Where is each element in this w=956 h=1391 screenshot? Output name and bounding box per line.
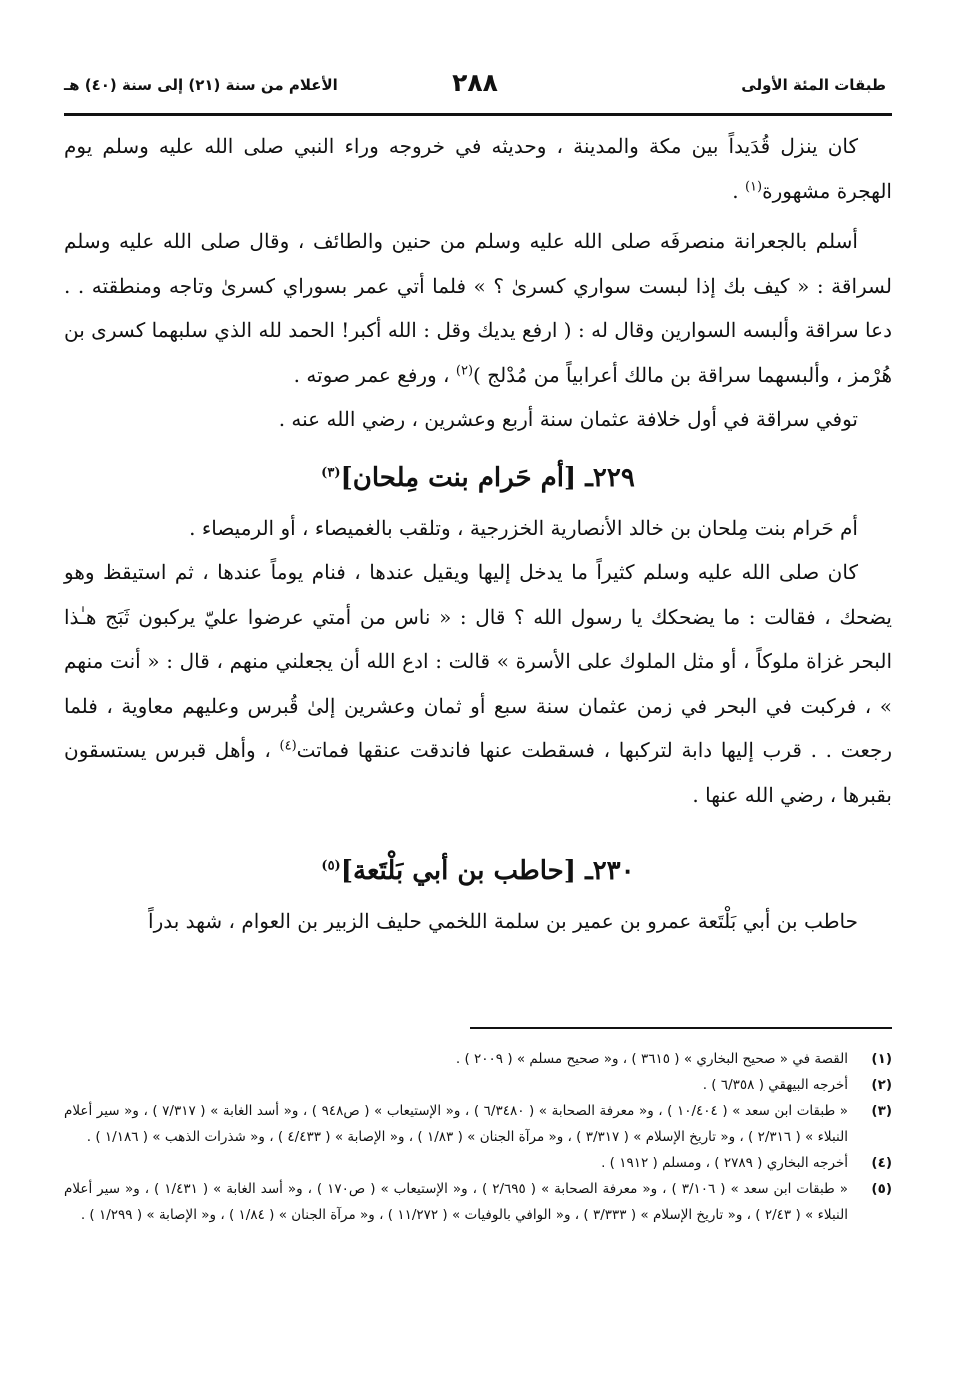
footnote-divider <box>470 1027 892 1029</box>
intro-paragraph-2-end: ، ورفع عمر صوته . <box>293 362 456 387</box>
footnote-ref-2[interactable]: (٢) <box>455 362 474 378</box>
footnote-text: « طبقات ابن سعد » ( ١٠/٤٠٤ ) ، و« معرفة الصحابة » ( ٦/٣٤٨٠ ) ، و« الإستيعاب » ( ص٩٤٨ ) ، و« أسد الغابة » ( ٧/٣١٧ ) ، و« سير أعلام النبلاء » ( ٢/٣١٦ ) ، و« تاريخ الإسلام » ( ٣/٣١٧ ) ، و« مرآة الجنان » ( ١/٨٣ ) ، و« الإصابة » ( ٤/٤٣٣ ) ، و« شذرات الذهب » ( ١/١٨٦ ) . <box>64 1103 848 1145</box>
entry-230-title <box>64 843 892 899</box>
intro-paragraph-1 <box>64 124 892 213</box>
header-divider <box>64 113 892 116</box>
footnote-ref-3[interactable]: (٣) <box>321 464 341 480</box>
intro-paragraph-1-end: . <box>732 178 745 203</box>
footnote-number: (٣) <box>871 1103 892 1119</box>
footnote-ref-4[interactable]: (٤) <box>279 738 297 754</box>
footnote-number: (١) <box>871 1051 892 1067</box>
footnote-number: (٥) <box>871 1181 892 1197</box>
entry-229-title <box>64 450 892 506</box>
footnote-item <box>64 1072 892 1098</box>
footnote-item <box>64 1098 892 1150</box>
footnote-ref-1[interactable]: (١) <box>744 178 763 194</box>
footnote-number: (٤) <box>871 1155 892 1171</box>
footnote-item <box>64 1176 892 1228</box>
footnote-text: أخرجه البخاري ( ٢٧٨٩ ) ، ومسلم ( ١٩١٢ ) . <box>601 1155 848 1171</box>
intro-paragraph-2 <box>64 219 892 397</box>
running-header-book-title: طبقات المئة الأولى <box>741 76 886 94</box>
footnote-item <box>64 1046 892 1072</box>
footnote-text: « طبقات ابن سعد » ( ٣/١٠٦ ) ، و« معرفة الصحابة » ( ٢/٦٩٥ ) ، و« الإستيعاب » ( ص١٧٠ ) ، و« أسد الغابة » ( ١/٤٣١ ) ، و« سير أعلام النبلاء » ( ٢/٤٣ ) ، و« تاريخ الإسلام » ( ٣/٣٣٣ ) ، و« الوافي بالوفيات » ( ١١/٢٧٢ ) ، و« مرآة الجنان » ( ١/٨٤ ) ، و« الإصابة » ( ١/٢٩٩ ) . <box>64 1181 848 1223</box>
entry-229-paragraph-2-text: كان صلى الله عليه وسلم كثيراً ما يدخل إليها ويقيل عندها ، فنام يوماً عندها ، ثم استيقظ وهو يضحك ، فقالت : ما يضحكك يا رسول الله ؟ قال : « ناس من أمتي عرضوا عليّ يركبون ثَبَج هـٰذا البحر غزاة ملوكاً ، أو مثل الملوك على الأسرة » قالت : ادع الله أن يجعلني منهم ، قال : « أنت منهم » ، فركبت في البحر في زمن عثمان سنة سبع أو ثمان وعشرين إلىٰ قُبرس وعليهم معاوية ، فلما رجعت . . قرب إليها دابة لتركبها ، فسقطت عنها فاندقت عنقها فماتت <box>64 560 893 762</box>
intro-paragraph-2-text: أسلم بالجعرانة منصرفَه صلى الله عليه وسلم من حنين والطائف ، وقال صلى الله عليه وسلم لسراقة : « كيف بك إذا لبست سواري كسرىٰ ؟ » فلما أتي عمر بسوراي كسرىٰ وتاجه ومنطقته . . دعا سراقة وألبسه السوارين وقال له : ( ارفع يديك وقل : الله أكبر! الحمد لله الذي سلبهما كسرى بن هُرْمز ، وألبسهما سراقة بن مالك أعرابياً من مُدْلج ) <box>64 229 892 387</box>
footnote-ref-5[interactable]: (٥) <box>321 858 341 874</box>
running-header-section: الأعلام من سنة (٢١) إلى سنة (٤٠) هـ <box>64 76 338 94</box>
footnote-text: أخرجه البيهقي ( ٦/٣٥٨ ) . <box>702 1077 848 1093</box>
entry-229-paragraph-2-end: ، وأهل قبرس يستسقون بقبرها ، رضي الله عنها . <box>64 738 892 807</box>
footnote-text: القصة في « صحيح البخاري » ( ٣٦١٥ ) ، و« صحيح مسلم » ( ٢٠٠٩ ) . <box>455 1051 848 1067</box>
page-number: ٢٨٨ <box>452 68 498 97</box>
entry-229-title-text: ٢٢٩ـ [أم حَرام بنت مِلحان] <box>340 462 635 493</box>
entry-229-paragraph-1: أم حَرام بنت مِلحان بن خالد الأنصارية الخزرجية ، وتلقب بالغميصاء ، أو الرميصاء . <box>189 515 858 540</box>
footnote-item <box>64 1150 892 1176</box>
entry-229-paragraph-2 <box>64 550 892 817</box>
entry-230-paragraph-1: حاطب بن أبي بَلْتَعة عمرو بن عمير بن سلمة اللخمي حليف الزبير بن العوام ، شهد بدراً <box>148 909 858 933</box>
footnote-number: (٢) <box>871 1077 892 1093</box>
intro-paragraph-1-text: كان ينزل قُدَيداً بين مكة والمدينة ، وحديثه في خروجه وراء النبي صلى الله عليه وسلم يوم الهجرة مشهورة <box>64 134 892 203</box>
footnotes <box>64 1046 892 1228</box>
entry-230-title-text: ٢٣٠ـ [حاطب بن أبي بَلْتَعة] <box>340 856 635 886</box>
main-text <box>64 124 892 944</box>
intro-paragraph-3: توفي سراقة في أول خلافة عثمان سنة أربع وعشرين ، رضي الله عنه . <box>278 407 858 431</box>
